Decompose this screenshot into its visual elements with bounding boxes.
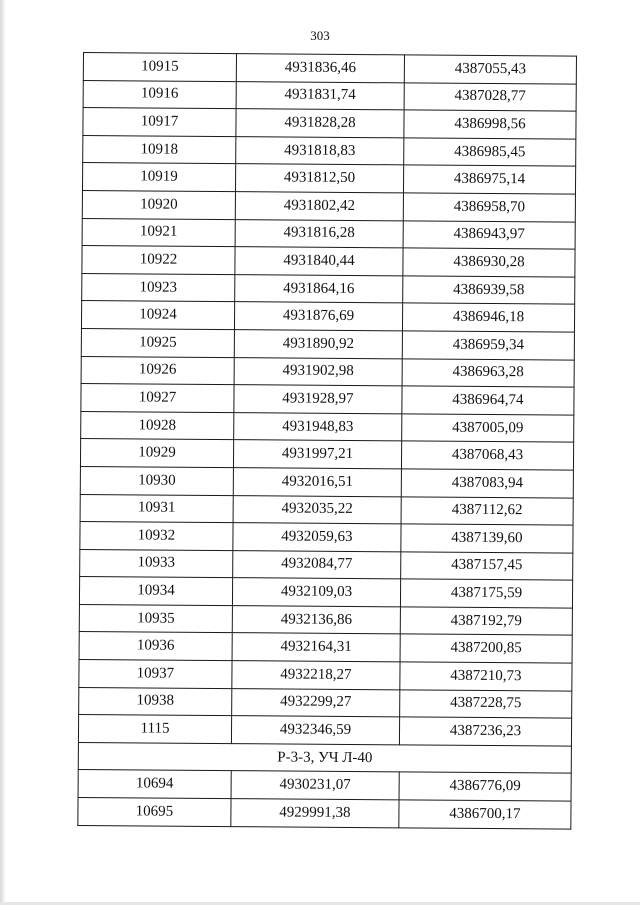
point-number-cell: 10938 <box>79 687 232 716</box>
table-row <box>79 577 572 608</box>
table-row <box>80 549 573 580</box>
y-coordinate-cell: 4386964,74 <box>402 386 574 415</box>
point-number-cell: 10917 <box>83 108 236 137</box>
y-coordinate-cell: 4387157,45 <box>401 552 573 581</box>
point-number-cell: 10695 <box>78 798 231 827</box>
x-coordinate-cell: 4932035,22 <box>233 495 401 524</box>
x-coordinate-cell: 4931812,50 <box>235 164 403 193</box>
y-coordinate-cell: 4387228,75 <box>400 689 572 718</box>
x-coordinate-cell: 4932299,27 <box>232 688 400 717</box>
x-coordinate-cell: 4932164,31 <box>232 633 400 662</box>
y-coordinate-cell: 4387139,60 <box>401 524 573 553</box>
y-coordinate-cell: 4386975,14 <box>403 165 575 194</box>
x-coordinate-cell: 4929991,38 <box>231 799 399 828</box>
table-row <box>79 660 572 691</box>
point-number-cell: 10921 <box>82 218 235 247</box>
point-number-cell: 10930 <box>80 466 233 495</box>
y-coordinate-cell: 4387083,94 <box>401 469 573 498</box>
y-coordinate-cell: 4387005,09 <box>402 414 574 443</box>
point-number-cell: 10918 <box>83 135 236 164</box>
table-row <box>81 356 574 387</box>
x-coordinate-cell: 4932136,86 <box>232 605 400 634</box>
point-number-cell: 10935 <box>79 604 232 633</box>
point-number-cell: 10925 <box>81 328 234 357</box>
y-coordinate-cell: 4386958,70 <box>403 193 575 222</box>
x-coordinate-cell: 4932084,77 <box>233 550 401 579</box>
x-coordinate-cell: 4931864,16 <box>235 274 403 303</box>
point-number-cell: 10936 <box>79 632 232 661</box>
table-row <box>81 411 574 442</box>
table-row <box>78 770 571 801</box>
x-coordinate-cell: 4931840,44 <box>235 247 403 276</box>
x-coordinate-cell: 4931818,83 <box>236 136 404 165</box>
x-coordinate-cell: 4932109,03 <box>232 578 400 607</box>
point-number-cell: 10929 <box>80 439 233 468</box>
x-coordinate-cell: 4931828,28 <box>236 109 404 138</box>
section-title: Р-3-3, УЧ Л-40 <box>78 742 571 773</box>
point-number-cell: 10937 <box>79 660 232 689</box>
point-number-cell: 10934 <box>79 577 232 606</box>
point-number-cell: 10927 <box>81 384 234 413</box>
table-row <box>79 604 572 635</box>
point-number-cell: 10924 <box>81 301 234 330</box>
y-coordinate-cell: 4386946,18 <box>402 303 574 332</box>
table-row <box>81 384 574 415</box>
point-number-cell: 10920 <box>82 190 235 219</box>
page-number: 303 <box>310 28 330 43</box>
section-header-row <box>78 742 571 773</box>
point-number-cell: 10922 <box>82 246 235 275</box>
table-row <box>80 522 573 553</box>
table-row <box>81 301 574 332</box>
point-number-cell: 10932 <box>80 522 233 551</box>
x-coordinate-cell: 4931948,83 <box>234 412 402 441</box>
y-coordinate-cell: 4386930,28 <box>403 248 575 277</box>
x-coordinate-cell: 4931902,98 <box>234 357 402 386</box>
y-coordinate-cell: 4386943,97 <box>403 220 575 249</box>
coordinates-table <box>77 52 577 829</box>
x-coordinate-cell: 4931928,97 <box>234 385 402 414</box>
table-row <box>80 466 573 497</box>
table-row <box>80 439 573 470</box>
point-number-cell: 10928 <box>81 411 234 440</box>
table-row <box>78 798 571 829</box>
y-coordinate-cell: 4386959,34 <box>402 331 574 360</box>
table-row <box>82 246 575 277</box>
y-coordinate-cell: 4387175,59 <box>400 579 572 608</box>
y-coordinate-cell: 4387112,62 <box>401 496 573 525</box>
table-row <box>78 715 571 746</box>
y-coordinate-cell: 4387028,77 <box>404 82 576 111</box>
table-row <box>79 632 572 663</box>
x-coordinate-cell: 4932016,51 <box>233 468 401 497</box>
table-row <box>80 494 573 525</box>
point-number-cell: 10915 <box>83 53 236 82</box>
coordinates-table-body <box>78 53 577 829</box>
point-number-cell: 10923 <box>82 273 235 302</box>
x-coordinate-cell: 4932059,63 <box>233 523 401 552</box>
point-number-cell: 10926 <box>81 356 234 385</box>
table-row <box>82 190 575 221</box>
y-coordinate-cell: 4387236,23 <box>399 717 571 746</box>
table-row <box>83 108 576 139</box>
scan-edge <box>0 0 6 905</box>
x-coordinate-cell: 4931836,46 <box>236 54 404 83</box>
x-coordinate-cell: 4931890,92 <box>234 330 402 359</box>
point-number-cell: 10933 <box>80 549 233 578</box>
y-coordinate-cell: 4386939,58 <box>403 276 575 305</box>
point-number-cell: 10916 <box>83 80 236 109</box>
point-number-cell: 1115 <box>78 715 231 744</box>
table-row <box>81 328 574 359</box>
x-coordinate-cell: 4931802,42 <box>235 192 403 221</box>
x-coordinate-cell: 4930231,07 <box>231 771 399 800</box>
y-coordinate-cell: 4387055,43 <box>404 55 576 84</box>
y-coordinate-cell: 4386700,17 <box>399 800 571 829</box>
y-coordinate-cell: 4386998,56 <box>404 110 576 139</box>
table-row <box>82 218 575 249</box>
y-coordinate-cell: 4387068,43 <box>401 441 573 470</box>
table-row <box>82 163 575 194</box>
y-coordinate-cell: 4387192,79 <box>400 607 572 636</box>
x-coordinate-cell: 4932346,59 <box>231 716 399 745</box>
table-row <box>82 273 575 304</box>
point-number-cell: 10919 <box>82 163 235 192</box>
point-number-cell: 10931 <box>80 494 233 523</box>
y-coordinate-cell: 4387200,85 <box>400 634 572 663</box>
y-coordinate-cell: 4386985,45 <box>404 138 576 167</box>
x-coordinate-cell: 4931876,69 <box>234 302 402 331</box>
table-row <box>83 80 576 111</box>
y-coordinate-cell: 4386963,28 <box>402 358 574 387</box>
x-coordinate-cell: 4931997,21 <box>233 440 401 469</box>
x-coordinate-cell: 4931831,74 <box>236 81 404 110</box>
y-coordinate-cell: 4386776,09 <box>399 772 571 801</box>
y-coordinate-cell: 4387210,73 <box>400 662 572 691</box>
table-row <box>83 135 576 166</box>
table-row <box>79 687 572 718</box>
x-coordinate-cell: 4932218,27 <box>232 661 400 690</box>
table-row <box>83 53 576 84</box>
point-number-cell: 10694 <box>78 770 231 799</box>
x-coordinate-cell: 4931816,28 <box>235 219 403 248</box>
